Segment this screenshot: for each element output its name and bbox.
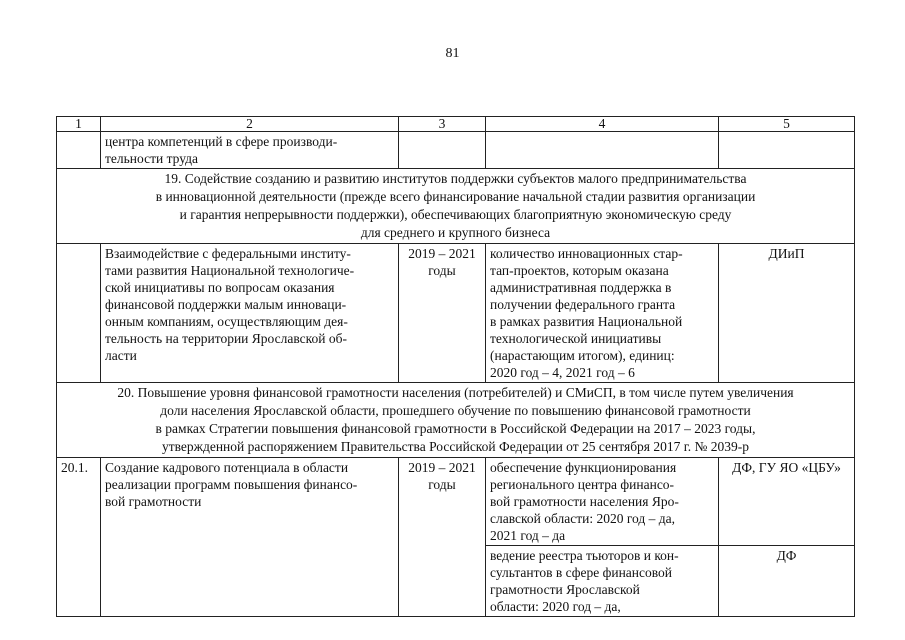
measure-number — [57, 244, 101, 383]
measure-responsible: ДФ, ГУ ЯО «ЦБУ» — [719, 458, 855, 546]
section-title-line: в рамках Стратегии повышения финансовой грамотности в Российской Федерации на 2017 – 2023 годы, — [155, 421, 756, 436]
measure-name — [101, 244, 399, 383]
section-title-line: в инновационной деятельности (прежде всего финансирование начальной стадии развития организации — [155, 189, 756, 204]
text-line: количество инновационных стар- — [490, 246, 683, 261]
measure-number: 20.1. — [57, 458, 101, 617]
text-line: славской области: 2020 год – да, — [490, 511, 676, 526]
text-line: Взаимодействие с федеральными институ- — [105, 246, 351, 261]
measure-responsible: ДФ — [719, 546, 855, 617]
section-20-row — [57, 383, 855, 458]
section-title-line: 19. Содействие созданию и развитию институтов поддержки субъектов малого предпринимательства — [164, 171, 747, 186]
measure-period — [399, 244, 486, 383]
section-title-line: утвержденной распоряжением Правительства Российской Федерации от 25 сентября 2017 г. № 2039-р — [161, 439, 750, 454]
col-header-2: 2 — [101, 117, 399, 132]
text-line: 2019 – 2021 — [408, 246, 476, 261]
continued-row — [57, 132, 855, 169]
section-title-line: и гарантия непрерывности поддержки), обеспечивающих благоприятную экономическую среду — [179, 207, 732, 222]
text-line: тельность на территории Ярославской об- — [105, 331, 347, 346]
text-line: регионального центра финансо- — [490, 477, 675, 492]
cell-empty — [57, 132, 101, 169]
table-header-row — [57, 117, 855, 132]
measure-row-20-1 — [57, 458, 855, 546]
text-line: онным компаниям, осуществляющим дея- — [105, 314, 348, 329]
cell-empty — [719, 132, 855, 169]
col-header-1: 1 — [57, 117, 101, 132]
col-header-4: 4 — [486, 117, 719, 132]
text-line: годы — [428, 263, 456, 278]
text-line: тельности труда — [105, 151, 198, 166]
text-line: годы — [428, 477, 456, 492]
continued-measure-text — [101, 132, 399, 169]
text-line: в рамках развития Национальной — [490, 314, 683, 329]
section-title-line: для среднего и крупного бизнеса — [360, 225, 551, 240]
section-20-title — [57, 383, 855, 458]
text-line: 2019 – 2021 — [408, 460, 476, 475]
text-line: ведение реестра тьюторов и кон- — [490, 548, 679, 563]
measure-indicator — [486, 244, 719, 383]
text-line: 2021 год – да — [490, 528, 566, 543]
text-line: грамотности Ярославской — [490, 582, 640, 597]
col-header-5: 5 — [719, 117, 855, 132]
text-line: вой грамотности населения Яро- — [490, 494, 679, 509]
measure-row-19 — [57, 244, 855, 383]
text-line: 2020 год – 4, 2021 год – 6 — [490, 365, 635, 380]
text-line: ской инициативы по вопросам оказания — [105, 280, 335, 295]
text-line: области: 2020 год – да, — [490, 599, 621, 614]
section-title-line: 20. Повышение уровня финансовой грамотности населения (потребителей) и СМиСП, в том числе путем увеличения — [117, 385, 794, 400]
text-line: ласти — [105, 348, 137, 363]
col-header-3: 3 — [399, 117, 486, 132]
section-title-line: доли населения Ярославской области, прошедшего обучение по повышению финансовой грамотности — [160, 403, 751, 418]
cell-empty — [486, 132, 719, 169]
text-line: административная поддержка в — [490, 280, 672, 295]
text-line: получении федерального гранта — [490, 297, 676, 312]
text-line: обеспечение функционирования — [490, 460, 677, 475]
text-line: (нарастающим итогом), единиц: — [490, 348, 675, 363]
measure-name — [101, 458, 399, 617]
page-number: 81 — [445, 46, 460, 61]
text-line: технологической инициативы — [490, 331, 662, 346]
measure-responsible: ДИиП — [719, 244, 855, 383]
text-line: сультантов в сфере финансовой — [490, 565, 673, 580]
text-line: вой грамотности — [105, 494, 202, 509]
section-19-row — [57, 169, 855, 244]
text-line: тами развития Национальной технологиче- — [105, 263, 355, 278]
measure-period — [399, 458, 486, 617]
text-line: финансовой поддержки малым инноваци- — [105, 297, 347, 312]
text-line: центра компетенций в сфере производи- — [105, 134, 338, 149]
measures-table — [56, 116, 855, 617]
text-line: Создание кадрового потенциала в области — [105, 460, 349, 475]
measure-indicator — [486, 546, 719, 617]
text-line: тап-проектов, которым оказана — [490, 263, 669, 278]
cell-empty — [399, 132, 486, 169]
text-line: реализации программ повышения финансо- — [105, 477, 358, 492]
section-19-title — [57, 169, 855, 244]
measure-indicator — [486, 458, 719, 546]
